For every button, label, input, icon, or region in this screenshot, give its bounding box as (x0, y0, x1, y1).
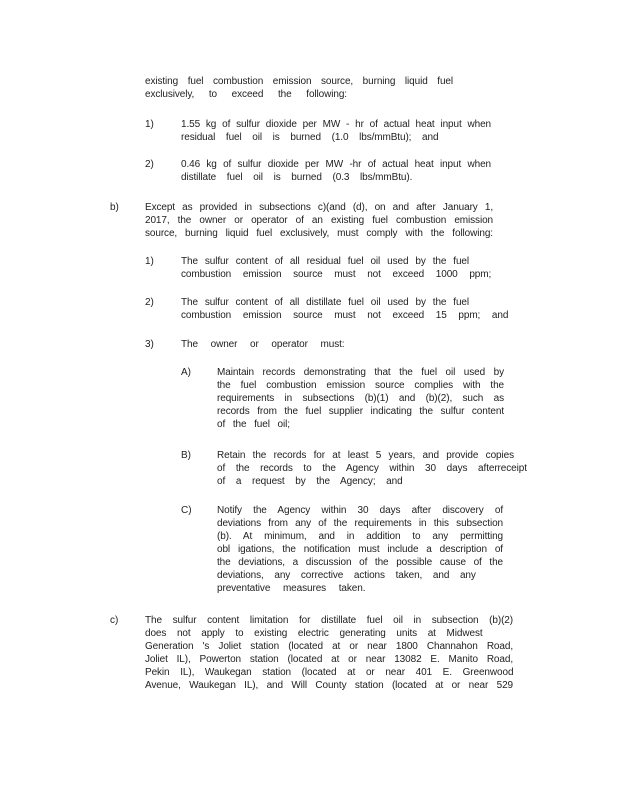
subitem-c (217, 504, 503, 595)
intro-item-1 (181, 118, 491, 144)
text-line: Maintain records demonstrating that the fuel oil used by (217, 367, 504, 378)
section-label: b) (110, 202, 119, 213)
text-line: deviations from any of the requirements in this subsection (217, 518, 503, 529)
text-line: Pekin IL), Waukegan station (located at or near 401 E. Greenwood (145, 667, 514, 678)
text-line: does not apply to existing electric generating units at Midwest (145, 628, 483, 639)
text-line: source, burning liquid fuel exclusively, must comply with the following: (145, 228, 493, 239)
text-line: 0.46 kg of sulfur dioxide per MW -hr of actual heat input when (181, 159, 491, 170)
text-line: the fuel combustion emission source complies with the (217, 380, 504, 391)
item-label: 1) (145, 256, 154, 267)
text-line: The owner or operator must: (181, 339, 345, 350)
text-line: Avenue, Waukegan IL), and Will County station (located at or near 529 (145, 680, 513, 691)
text-line: 1.55 kg of sulfur dioxide per MW - hr of actual heat input when (181, 119, 491, 130)
text-line: existing fuel combustion emission source, burning liquid fuel (145, 76, 453, 87)
text-line: requirements in subsections (b)(1) and (b)(2), such as (217, 393, 504, 404)
text-line: deviations, any corrective actions taken, and any (217, 570, 476, 581)
text-line: residual fuel oil is burned (1.0 lbs/mmBtu); and (181, 132, 439, 143)
text-line: obl igations, the notification must include a description of (217, 544, 503, 555)
section-b-item-2 (181, 296, 509, 322)
text-line: preventative measures taken. (217, 583, 366, 594)
text-line: Except as provided in subsections c)(and (d), on and after January 1, (145, 202, 493, 213)
text-line: of the fuel oil; (217, 419, 290, 430)
text-line: Notify the Agency within 30 days after discovery of (217, 505, 503, 516)
section-label: c) (110, 615, 119, 626)
section-c-paragraph (145, 614, 513, 692)
text-line: of the records to the Agency within 30 days afterreceipt (217, 463, 527, 474)
item-label: 2) (145, 159, 154, 170)
text-line: 2017, the owner or operator of an existing fuel combustion emission (145, 215, 493, 226)
subitem-label: B) (181, 450, 191, 461)
text-line: combustion emission source must not exceed 15 ppm; and (181, 310, 509, 321)
item-label: 3) (145, 339, 154, 350)
text-line: The sulfur content of all residual fuel oil used by the fuel (181, 256, 469, 267)
intro-paragraph (145, 75, 453, 101)
section-b-paragraph (145, 201, 493, 240)
intro-item-2 (181, 158, 491, 184)
subitem-label: C) (181, 505, 192, 516)
text-line: The sulfur content of all distillate fuel oil used by the fuel (181, 297, 469, 308)
subitem-b (217, 449, 527, 488)
subitem-label: A) (181, 367, 191, 378)
text-line: Generation 's Joliet station (located at or near 1800 Channahon Road, (145, 641, 513, 652)
text-line: distillate fuel oil is burned (0.3 lbs/mmBtu). (181, 172, 413, 183)
item-label: 2) (145, 297, 154, 308)
text-line: of a request by the Agency; and (217, 476, 403, 487)
text-line: combustion emission source must not exceed 1000 ppm; (181, 269, 492, 280)
section-b-item-3 (181, 338, 381, 351)
text-line: (b). At minimum, and in addition to any permitting (217, 531, 503, 542)
text-line: The sulfur content limitation for distillate fuel oil in subsection (b)(2) (145, 615, 513, 626)
section-b-item-1 (181, 255, 492, 281)
item-label: 1) (145, 119, 154, 130)
subitem-a (217, 366, 504, 431)
text-line: the deviations, a discussion of the possible cause of the (217, 557, 503, 568)
text-line: exclusively, to exceed the following: (145, 89, 347, 100)
text-line: records from the fuel supplier indicating the sulfur content (217, 406, 504, 417)
text-line: Retain the records for at least 5 years, and provide copies (217, 450, 514, 461)
text-line: Joliet IL), Powerton station (located at or near 13082 E. Manito Road, (145, 654, 513, 665)
